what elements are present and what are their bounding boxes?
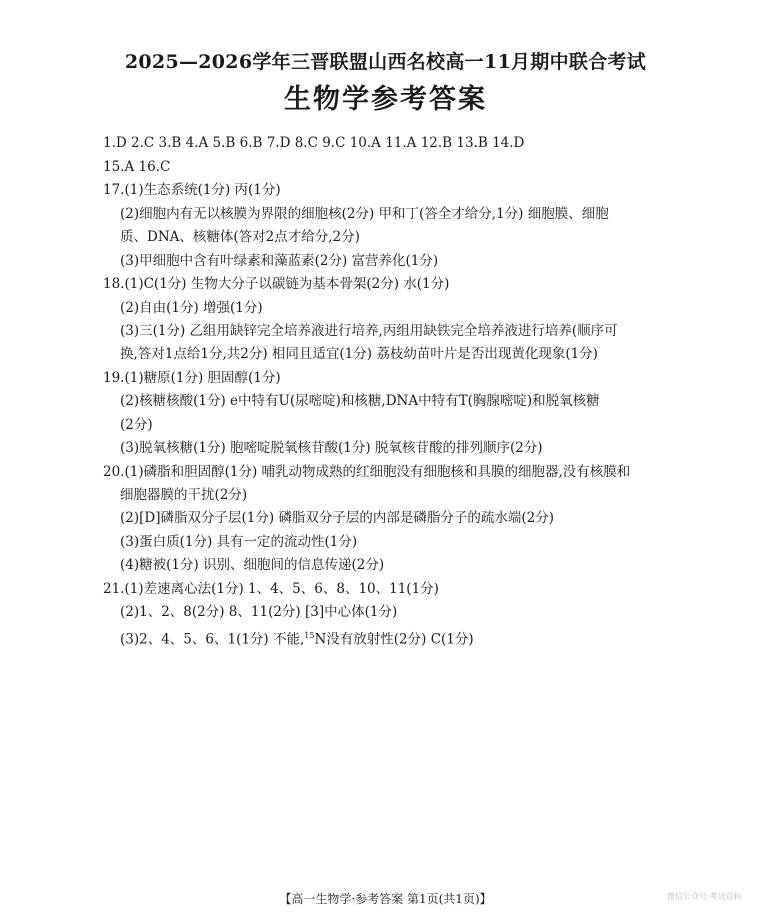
q19-line-4: (3)脱氧核糖(1分) 胞嘧啶脱氧核苷酸(1分) 脱氧核苷酸的排列顺序(2分) (120, 440, 543, 456)
q18-line-2: (2)自由(1分) 增强(1分) (120, 300, 263, 316)
q21-line-1: 21.(1)差速离心法(1分) 1、4、5、6、8、10、11(1分) (103, 581, 439, 597)
q17-line-3: 质、DNA、核糖体(答对2点才给分,2分) (120, 229, 360, 245)
q17-line-1: 17.(1)生态系统(1分) 丙(1分) (103, 182, 281, 198)
q21-line-2: (2)1、2、8(2分) 8、11(2分) [3]中心体(1分) (120, 604, 398, 620)
q21-line-3 (120, 626, 474, 650)
mc-answers-line-1: 1.D 2.C 3.B 4.A 5.B 6.B 7.D 8.C 9.C 10.A 11.A 12.B 13.B 14.D (103, 135, 525, 151)
q20-line-4: (3)蛋白质(1分) 具有一定的流动性(1分) (120, 534, 358, 550)
exam-title: 2025—2026学年三晋联盟山西名校高一11月期中联合考试 (124, 51, 647, 73)
mc-answers-line-2: 15.A 16.C (103, 159, 171, 175)
q19-line-1: 19.(1)糖原(1分) 胆固醇(1分) (103, 370, 281, 386)
page-footer: 【高一生物学·参考答案 第1页(共1页)】 (279, 892, 492, 906)
q17-line-4: (3)甲细胞中含有叶绿素和藻蓝素(2分) 富营养化(1分) (120, 253, 439, 269)
isotope-superscript: 15 (304, 631, 315, 640)
q18-line-3: (3)三(1分) 乙组用缺锌完全培养液进行培养,丙组用缺铁完全培养液进行培养(顺序可 (120, 323, 618, 339)
q19-line-3: (2分) (120, 417, 153, 433)
q18-line-4: 换,答对1点给1分,共2分) 相同且适宜(1分) 荔枝幼苗叶片是否出现黄化现象(1分) (120, 346, 598, 362)
watermark: 微信公众号·考试资料 (667, 892, 742, 901)
q20-line-5: (4)糖被(1分) 识别、细胞间的信息传递(2分) (120, 557, 385, 573)
q19-line-2: (2)核糖核酸(1分) e中特有U(尿嘧啶)和核糖,DNA中特有T(胸腺嘧啶)和脱氧核糖 (120, 393, 600, 409)
q21-line-3-part-a: (3)2、4、5、6、1(1分) 不能, (120, 631, 305, 648)
q17-line-2: (2)细胞内有无以核膜为界限的细胞核(2分) 甲和丁(答全才给分,1分) 细胞膜、细胞 (120, 206, 609, 222)
answer-key-title: 生物学参考答案 (284, 84, 487, 115)
q20-line-3: (2)[D]磷脂双分子层(1分) 磷脂双分子层的内部是磷脂分子的疏水端(2分) (120, 510, 555, 526)
q18-line-1: 18.(1)C(1分) 生物大分子以碳链为基本骨架(2分) 水(1分) (103, 276, 450, 292)
q21-line-3-part-b: N没有放射性(2分) C(1分) (314, 631, 474, 648)
q20-line-1: 20.(1)磷脂和胆固醇(1分) 哺乳动物成熟的红细胞没有细胞核和具膜的细胞器,没有核膜和 (103, 464, 631, 480)
q20-line-2: 细胞器膜的干扰(2分) (120, 487, 248, 503)
